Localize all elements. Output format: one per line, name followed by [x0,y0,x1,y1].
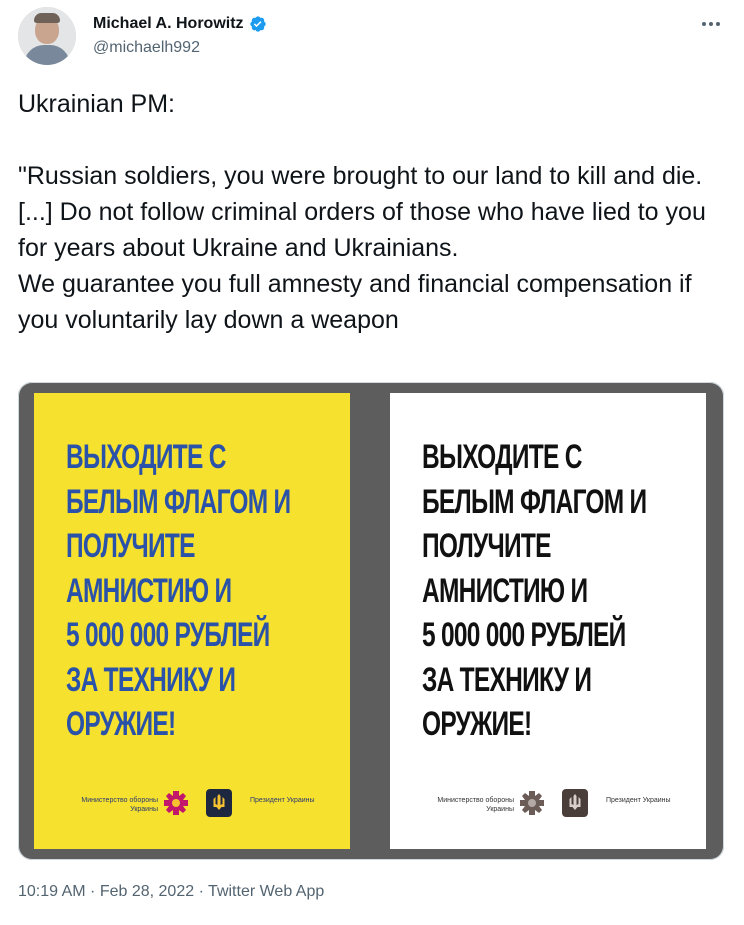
poster-line: БЕЛЫМ ФЛАГОМ И [422,482,647,521]
author-name-line [93,15,267,33]
tweet-paragraph: Ukrainian PM: [18,90,175,118]
more-options-icon[interactable] [696,13,726,35]
avatar[interactable] [18,7,76,65]
poster-line: ПОЛУЧИТЕ [422,527,551,565]
author-handle[interactable]: @michaelh992 [93,39,200,56]
verified-badge-icon [249,15,267,33]
poster-line: БЕЛЫМ ФЛАГОМ И [66,482,291,521]
poster-line: ВЫХОДИТЕ С [422,438,582,476]
poster-logos [390,777,706,827]
president-trident-icon [562,789,588,817]
tweet-timestamp[interactable]: 10:19 AM · Feb 28, 2022 · Twitter Web App [18,883,325,900]
poster-line: ОРУЖИЕ! [422,705,532,743]
poster-headline [422,435,647,747]
poster-line: ЗА ТЕХНИКУ И [422,660,592,699]
president-trident-icon [206,789,232,817]
poster-line: АМНИСТИЮ И [66,571,232,610]
tweet-paragraph: "Russian soldiers, you were brought to our land to kill and die. [...] Do not follow criminal orders of those who have lied to you for years about Ukraine and Ukrainians. [18,162,706,262]
ministry-label: Министерство обороны Украины [437,797,514,813]
poster-line: 5 000 000 РУБЛЕЙ [66,616,270,654]
poster-white[interactable] [390,393,706,849]
tweet-media[interactable] [18,382,724,860]
poster-headline [66,435,291,747]
poster-line: АМНИСТИЮ И [422,571,588,610]
tweet-header [18,7,728,67]
tweet-paragraph: We guarantee you full amnesty and financial compensation if you voluntarily lay down a weapon [18,270,692,334]
poster-line: 5 000 000 РУБЛЕЙ [422,616,626,654]
ministry-label: Министерство обороны Украины [81,797,158,813]
poster-yellow[interactable] [34,393,350,849]
poster-line: ЗА ТЕХНИКУ И [66,660,236,699]
author-display-name[interactable]: Michael A. Horowitz [93,15,244,32]
poster-line: ВЫХОДИТЕ С [66,438,226,476]
president-label: Президент Украины [606,797,671,804]
poster-line: ПОЛУЧИТЕ [66,527,195,565]
poster-line: ОРУЖИЕ! [66,705,176,743]
president-label: Президент Украины [250,797,315,804]
ministry-cross-icon [518,789,546,817]
ministry-cross-icon [162,789,190,817]
tweet-text [18,86,730,338]
poster-logos [34,777,350,827]
